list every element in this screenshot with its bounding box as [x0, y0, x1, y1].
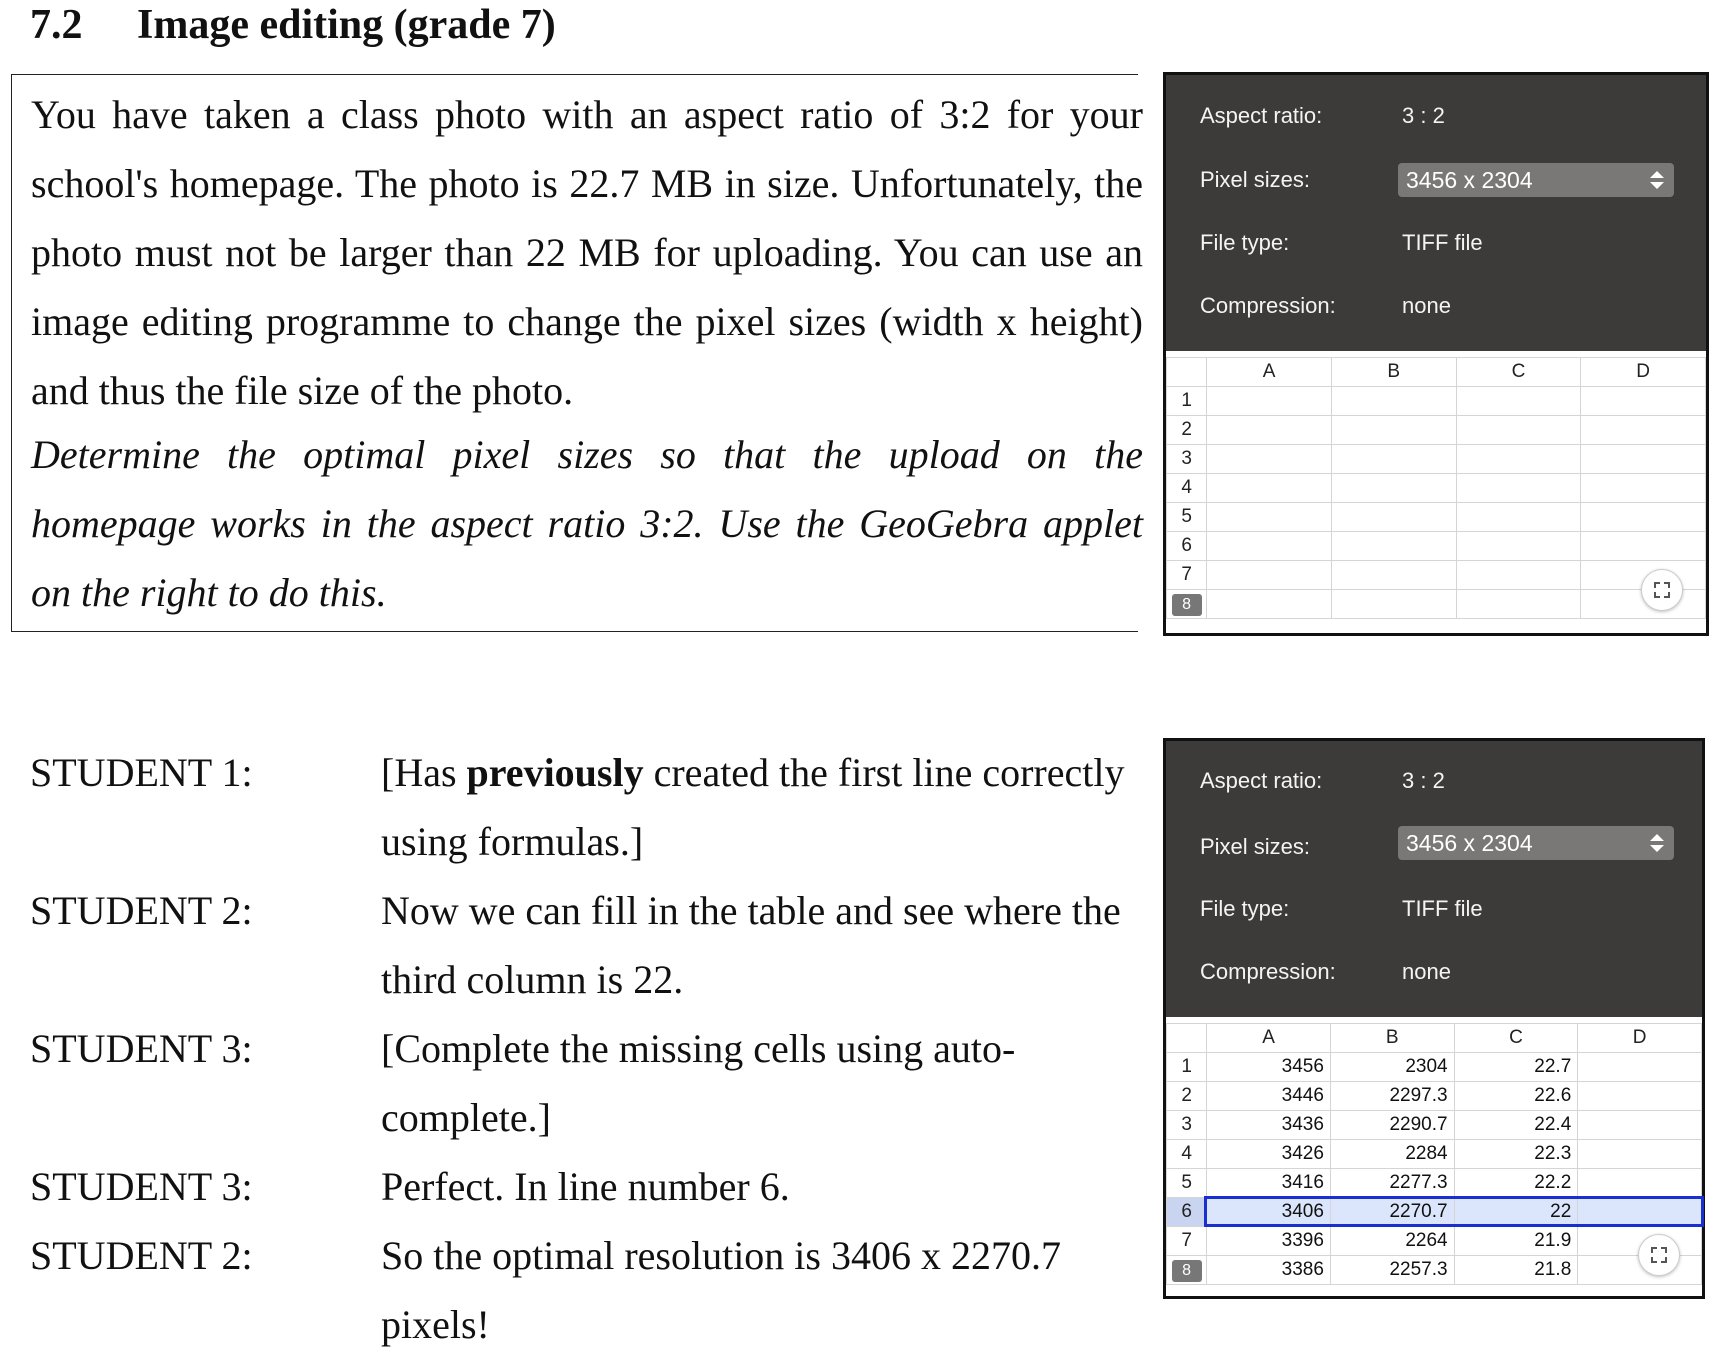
cell[interactable]: 3396	[1207, 1227, 1331, 1256]
cell[interactable]	[1456, 387, 1581, 416]
cell[interactable]: 3426	[1207, 1140, 1331, 1169]
file-type-label: File type:	[1200, 896, 1290, 921]
spreadsheet[interactable]	[1166, 357, 1706, 619]
row-header[interactable]	[1167, 1256, 1207, 1285]
cell[interactable]	[1331, 445, 1456, 474]
table-row	[1167, 1140, 1702, 1169]
cell[interactable]: 3456	[1207, 1053, 1331, 1082]
row-header[interactable]: 1	[1167, 387, 1207, 416]
cell[interactable]: 22.6	[1454, 1082, 1578, 1111]
cell[interactable]	[1578, 1111, 1702, 1140]
speaker: STUDENT 3:	[30, 1164, 253, 1209]
cell[interactable]: 2257.3	[1330, 1256, 1454, 1285]
file-type-label: File type:	[1200, 230, 1290, 255]
column-header-c[interactable]: C	[1454, 1024, 1578, 1053]
spreadsheet[interactable]	[1166, 1023, 1702, 1285]
row-header[interactable]: 5	[1167, 1169, 1207, 1198]
cell[interactable]	[1331, 503, 1456, 532]
table-row	[1167, 1256, 1702, 1285]
table-row	[1167, 416, 1706, 445]
row-header[interactable]: 5	[1167, 503, 1207, 532]
table-row	[1167, 474, 1706, 503]
row-header[interactable]: 6	[1167, 1198, 1207, 1227]
cell[interactable]: 3446	[1207, 1082, 1331, 1111]
cell[interactable]: 3386	[1207, 1256, 1331, 1285]
cell[interactable]: 2270.7	[1330, 1198, 1454, 1227]
pixel-sizes-value: 3456 x 2304	[1406, 167, 1533, 193]
cell[interactable]	[1331, 561, 1456, 590]
keyboard-icon[interactable]: 8	[1172, 594, 1202, 616]
speaker: STUDENT 2:	[30, 888, 253, 933]
pixel-sizes-select[interactable]	[1398, 163, 1674, 197]
pixel-sizes-value: 3456 x 2304	[1406, 830, 1533, 856]
cell[interactable]	[1207, 387, 1332, 416]
column-header-b[interactable]: B	[1331, 358, 1456, 387]
cell[interactable]: 22.4	[1454, 1111, 1578, 1140]
table-row	[1167, 1169, 1702, 1198]
cell[interactable]: 22	[1454, 1198, 1578, 1227]
file-type-value: TIFF file	[1402, 230, 1483, 255]
table-row	[1167, 1082, 1702, 1111]
cell[interactable]: 22.7	[1454, 1053, 1578, 1082]
row-header[interactable]: 7	[1167, 1227, 1207, 1256]
cell[interactable]	[1207, 532, 1332, 561]
utterance: So the optimal resolution is 3406 x 2270.7 pixels!	[381, 1233, 1061, 1347]
utterance: Perfect. In line number 6.	[381, 1164, 790, 1209]
row-header[interactable]: 4	[1167, 1140, 1207, 1169]
cell[interactable]: 2277.3	[1330, 1169, 1454, 1198]
speaker: STUDENT 3:	[30, 1026, 253, 1071]
settings-panel	[1166, 741, 1702, 1017]
column-header-c[interactable]: C	[1456, 358, 1581, 387]
section-title: Image editing (grade 7)	[137, 2, 556, 48]
cell[interactable]: 3406	[1207, 1198, 1331, 1227]
cell[interactable]	[1581, 532, 1706, 561]
column-header-d[interactable]: D	[1578, 1024, 1702, 1053]
fullscreen-button[interactable]	[1641, 569, 1683, 611]
cell[interactable]	[1578, 1082, 1702, 1111]
geogebra-applet-filled[interactable]	[1163, 738, 1705, 1299]
table-row	[1167, 387, 1706, 416]
cell[interactable]	[1456, 503, 1581, 532]
column-header-b[interactable]: B	[1330, 1024, 1454, 1053]
speaker: STUDENT 2:	[30, 1233, 253, 1278]
column-header-d[interactable]: D	[1581, 358, 1706, 387]
cell[interactable]	[1581, 445, 1706, 474]
cell[interactable]	[1207, 474, 1332, 503]
cell[interactable]	[1207, 503, 1332, 532]
cell[interactable]	[1207, 416, 1332, 445]
utterance: [Complete the missing cells using auto-complete.]	[381, 1026, 1016, 1140]
cell[interactable]	[1581, 387, 1706, 416]
row-header[interactable]	[1167, 590, 1207, 619]
table-row	[1167, 1198, 1702, 1227]
table-row	[1167, 561, 1706, 590]
cell[interactable]	[1456, 474, 1581, 503]
cell[interactable]	[1331, 387, 1456, 416]
cell[interactable]: 2304	[1330, 1053, 1454, 1082]
keyboard-icon[interactable]: 8	[1172, 1260, 1202, 1282]
select-arrows-icon	[1646, 830, 1668, 856]
utterance: Now we can fill in the table and see where the third column is 22.	[381, 888, 1121, 1002]
aspect-ratio-label: Aspect ratio:	[1200, 768, 1323, 793]
table-row	[1167, 532, 1706, 561]
cell[interactable]	[1456, 590, 1581, 619]
cell[interactable]	[1331, 416, 1456, 445]
fullscreen-icon	[1639, 1235, 1679, 1275]
file-type-value: TIFF file	[1402, 896, 1483, 921]
cell[interactable]: 22.3	[1454, 1140, 1578, 1169]
cell[interactable]: 3436	[1207, 1111, 1331, 1140]
pixel-sizes-select[interactable]	[1398, 826, 1674, 860]
cell[interactable]	[1456, 561, 1581, 590]
row-header[interactable]: 1	[1167, 1053, 1207, 1082]
task-text: You have taken a class photo with an aspect ratio of 3:2 for your school's homepage. The photo is 22.7 MB in size. Unfortunately, the photo must not be larger than 22 MB for uploading. You can use an image editing programme to change the pixel sizes (width x height) and thus the file size of the photo.	[31, 92, 1143, 413]
aspect-ratio-label: Aspect ratio:	[1200, 103, 1323, 128]
cell[interactable]	[1581, 416, 1706, 445]
table-row	[1167, 1111, 1702, 1140]
compression-value: none	[1402, 293, 1451, 318]
row-header[interactable]: 3	[1167, 1111, 1207, 1140]
cell[interactable]	[1331, 532, 1456, 561]
select-arrows-icon	[1646, 167, 1668, 193]
cell[interactable]	[1456, 416, 1581, 445]
row-header[interactable]: 2	[1167, 416, 1207, 445]
cell[interactable]: 2297.3	[1330, 1082, 1454, 1111]
utterance: [Has previously created the first line correctly using formulas.]	[381, 750, 1125, 864]
cell[interactable]	[1207, 590, 1332, 619]
cell[interactable]: 22.2	[1454, 1169, 1578, 1198]
cell[interactable]	[1578, 1140, 1702, 1169]
column-header-a[interactable]: A	[1207, 1024, 1331, 1053]
corner-cell	[1167, 358, 1207, 387]
aspect-ratio-value: 3 : 2	[1402, 103, 1445, 128]
cell[interactable]: 3416	[1207, 1169, 1331, 1198]
cell[interactable]	[1578, 1053, 1702, 1082]
cell[interactable]	[1578, 1198, 1702, 1227]
cell[interactable]: 2284	[1330, 1140, 1454, 1169]
aspect-ratio-value: 3 : 2	[1402, 768, 1445, 793]
cell[interactable]	[1331, 474, 1456, 503]
row-header[interactable]: 4	[1167, 474, 1207, 503]
task-instruction: Determine the optimal pixel sizes so that the upload on the homepage works in the aspect ratio 3:2. Use the GeoGebra applet on the right to do this.	[31, 432, 1143, 615]
cell[interactable]	[1207, 445, 1332, 474]
cell[interactable]	[1578, 1169, 1702, 1198]
compression-label: Compression:	[1200, 959, 1336, 984]
pixel-sizes-label: Pixel sizes:	[1200, 834, 1311, 859]
compression-label: Compression:	[1200, 293, 1336, 318]
task-box	[11, 74, 1143, 632]
cell[interactable]	[1207, 561, 1332, 590]
compression-value: none	[1402, 959, 1451, 984]
column-header-a[interactable]: A	[1207, 358, 1332, 387]
pixel-sizes-label: Pixel sizes:	[1200, 167, 1311, 192]
row-header[interactable]: 2	[1167, 1082, 1207, 1111]
table-row	[1167, 590, 1706, 619]
section-heading	[30, 0, 556, 50]
fullscreen-button[interactable]	[1638, 1234, 1680, 1276]
cell[interactable]: 21.8	[1454, 1256, 1578, 1285]
row-header[interactable]: 3	[1167, 445, 1207, 474]
cell[interactable]	[1456, 532, 1581, 561]
cell[interactable]	[1456, 445, 1581, 474]
table-row	[1167, 1053, 1702, 1082]
row-header[interactable]: 6	[1167, 532, 1207, 561]
cell[interactable]	[1581, 503, 1706, 532]
cell[interactable]	[1581, 474, 1706, 503]
fullscreen-icon	[1642, 570, 1682, 610]
table-row	[1167, 445, 1706, 474]
section-number: 7.2	[30, 2, 83, 48]
corner-cell	[1167, 1024, 1207, 1053]
table-row	[1167, 503, 1706, 532]
cell[interactable]: 21.9	[1454, 1227, 1578, 1256]
geogebra-applet-empty[interactable]	[1163, 72, 1709, 636]
table-row	[1167, 1227, 1702, 1256]
cell[interactable]: 2290.7	[1330, 1111, 1454, 1140]
settings-panel	[1166, 75, 1706, 351]
cell[interactable]: 2264	[1330, 1227, 1454, 1256]
row-header[interactable]: 7	[1167, 561, 1207, 590]
speaker: STUDENT 1:	[30, 750, 253, 795]
cell[interactable]	[1331, 590, 1456, 619]
